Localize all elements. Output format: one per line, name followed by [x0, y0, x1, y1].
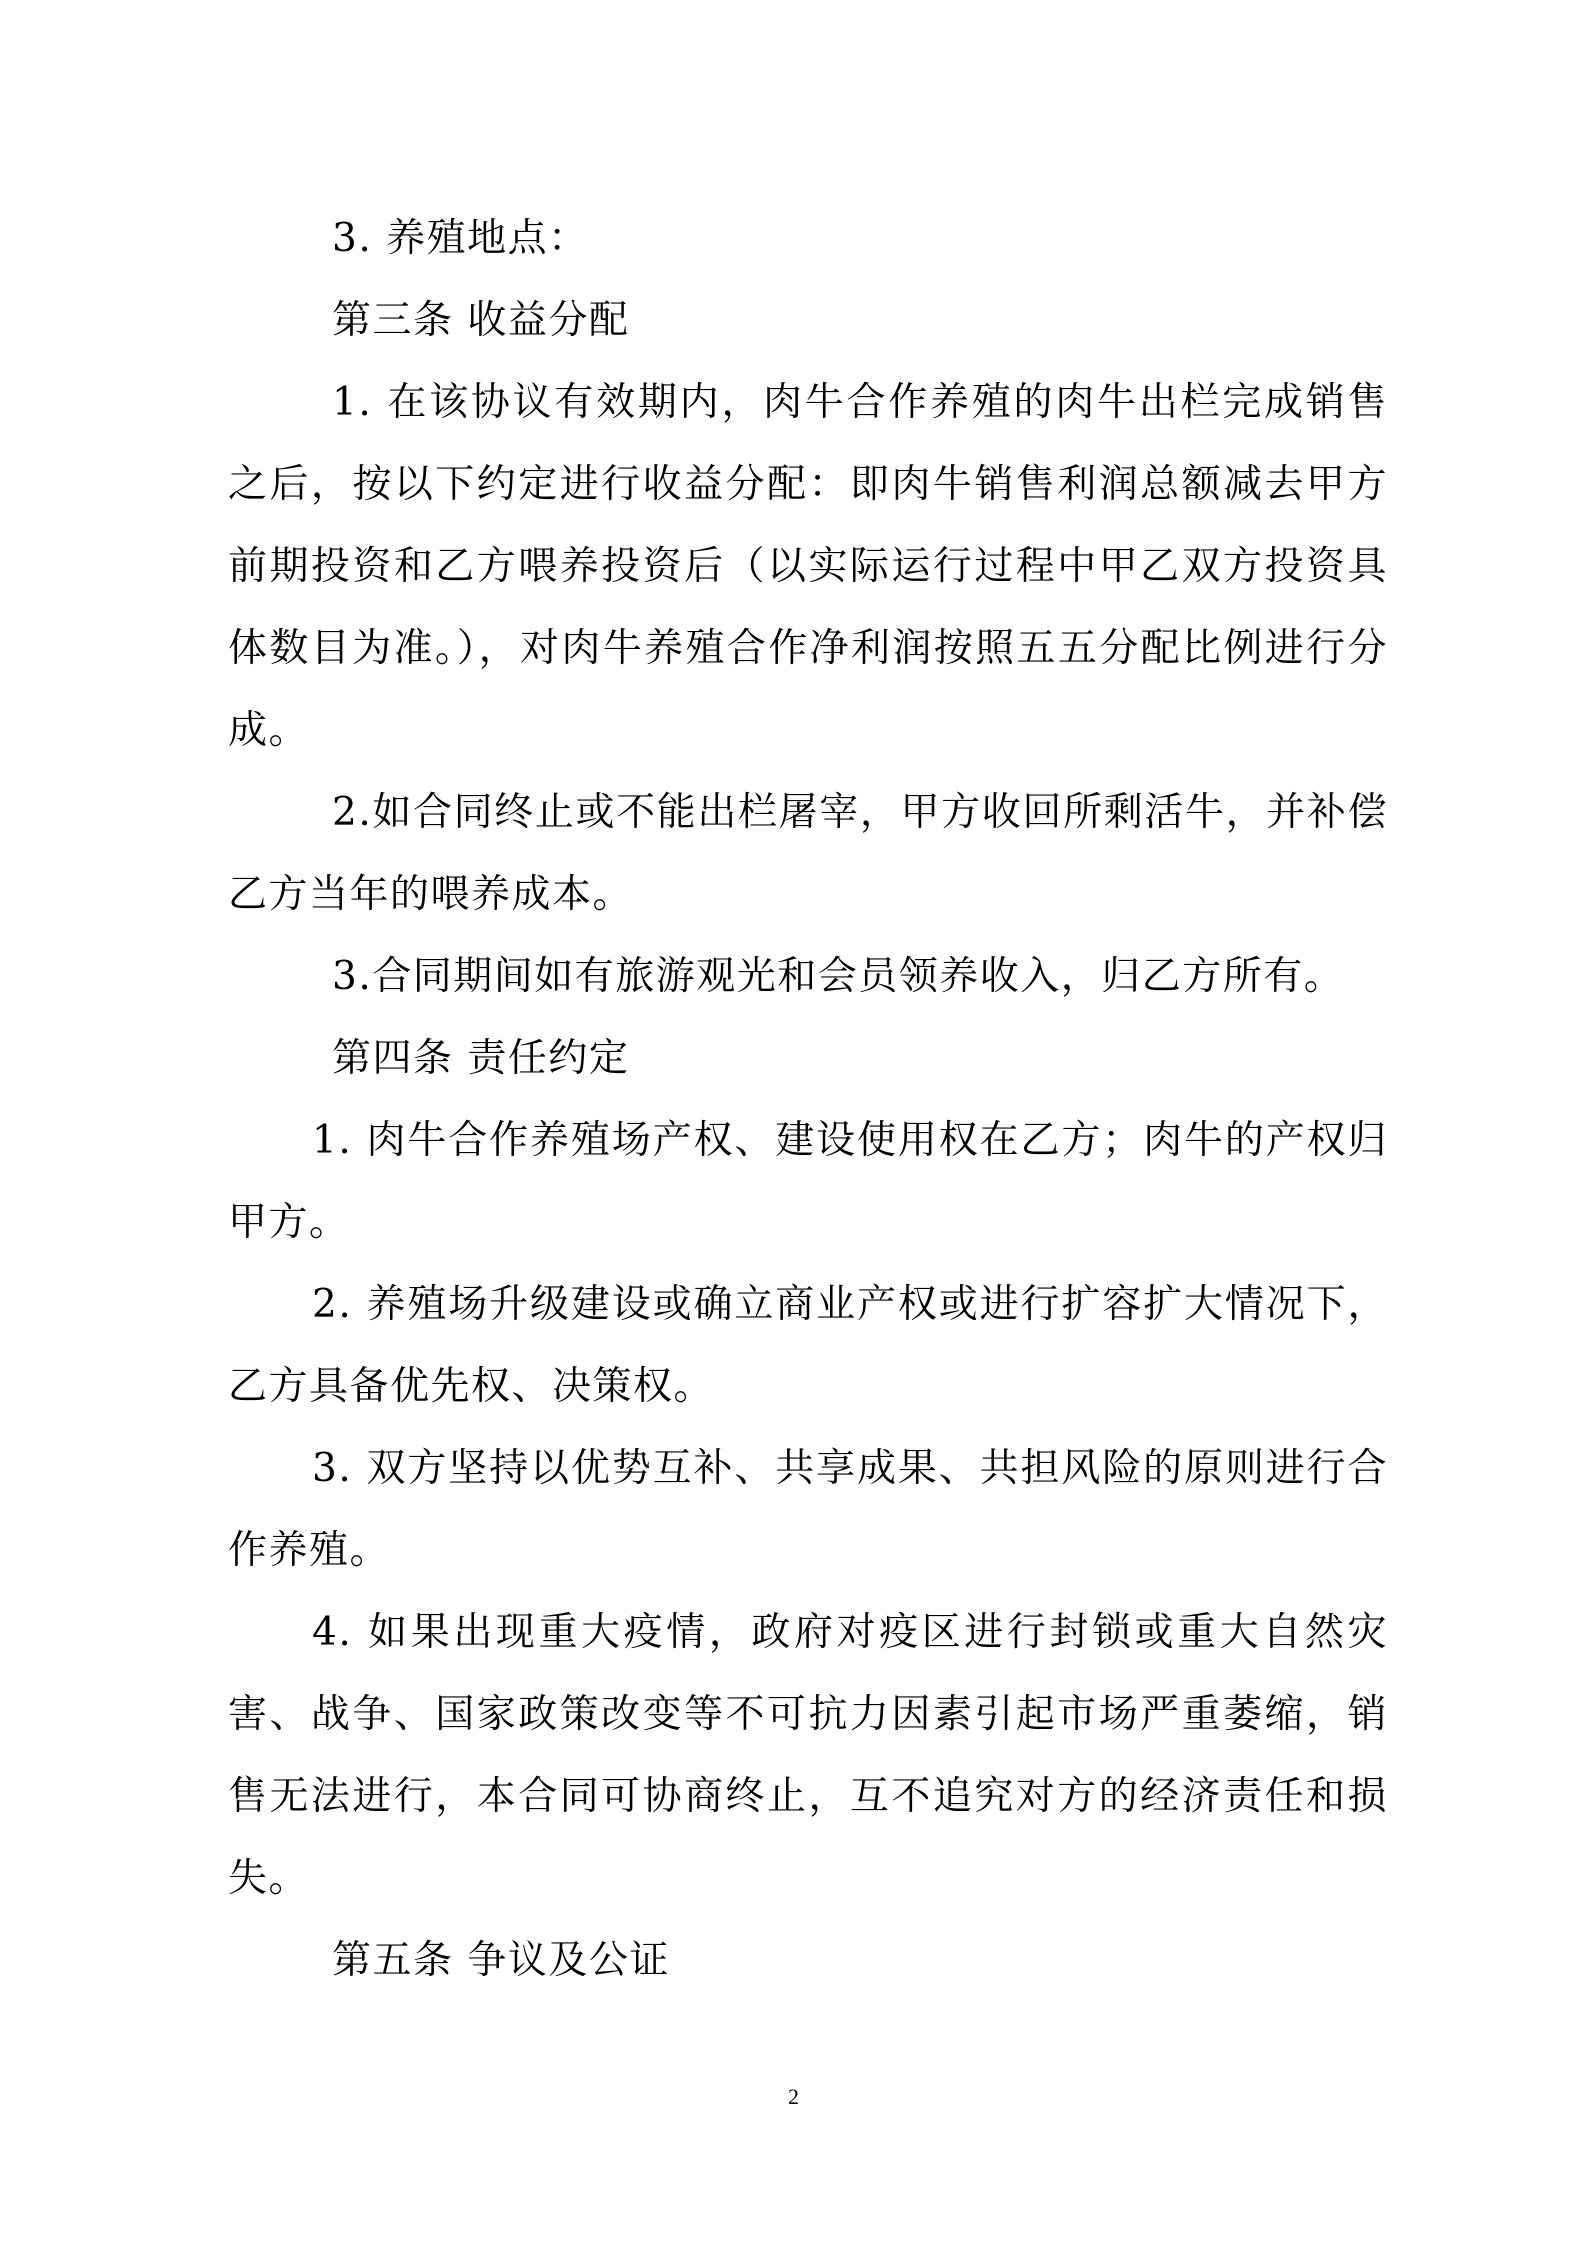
article-4-clause-2: 2. 养殖场升级建设或确立商业产权或进行扩容扩大情况下，乙方具备优先权、决策权。	[228, 1282, 1388, 1409]
article-3-clause-3: 3.合同期间如有旅游观光和会员领养收入，归乙方所有。	[332, 954, 1345, 999]
breeding-location-item: 3. 养殖地点：	[332, 216, 589, 261]
article-3-heading: 第三条 收益分配	[332, 298, 630, 343]
article-4-clause-4: 4. 如果出现重大疫情，政府对疫区进行封锁或重大自然灾害、战争、国家政策改变等不可抗力因素引起市场严重萎缩，销售无法进行，本合同可协商终止，互不追究对方的经济责任和损失。	[228, 1610, 1388, 1901]
article-4-heading: 第四条 责任约定	[332, 1036, 630, 1081]
article-5-heading: 第五条 争议及公证	[332, 1938, 670, 1983]
contract-body	[228, 198, 1388, 2002]
article-3-clause-1: 1. 在该协议有效期内，肉牛合作养殖的肉牛出栏完成销售之后，按以下约定进行收益分配：即肉牛销售利润总额减去甲方前期投资和乙方喂养投资后（以实际运行过程中甲乙双方投资具体数目为准。），对肉牛养殖合作净利润按照五五分配比例进行分成。	[228, 380, 1388, 753]
article-4-clause-3: 3. 双方坚持以优势互补、共享成果、共担风险的原则进行合作养殖。	[228, 1446, 1388, 1573]
page-number: 2	[788, 2084, 799, 2109]
article-4-clause-1: 1. 肉牛合作养殖场产权、建设使用权在乙方；肉牛的产权归甲方。	[228, 1118, 1388, 1245]
article-3-clause-2: 2.如合同终止或不能出栏屠宰，甲方收回所剩活牛，并补偿乙方当年的喂养成本。	[228, 790, 1388, 917]
